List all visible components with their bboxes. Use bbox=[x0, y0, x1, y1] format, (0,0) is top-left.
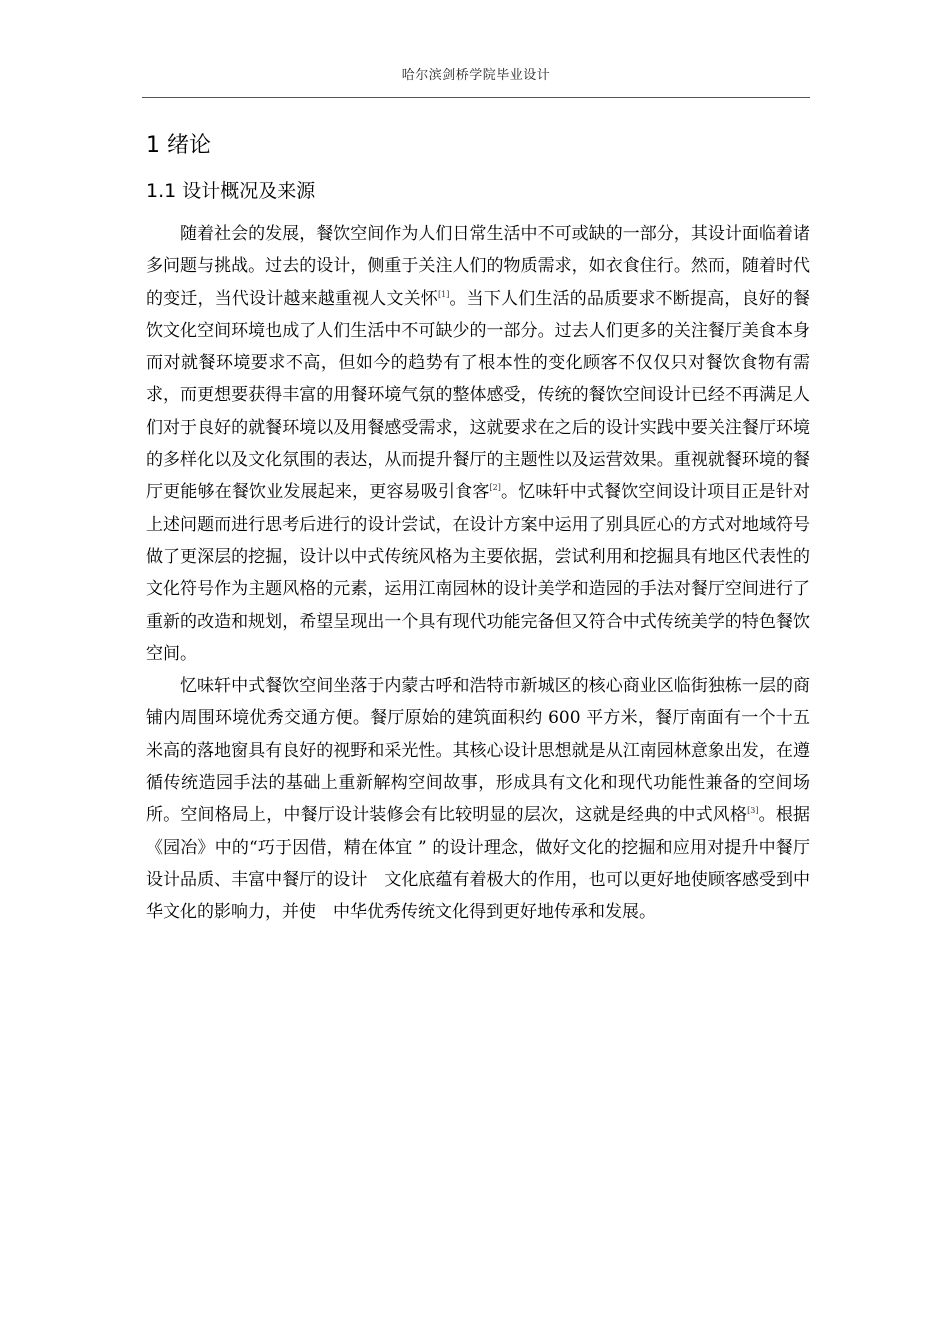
citation-ref-1: [1] bbox=[437, 289, 450, 299]
page-header: 哈尔滨剑桥学院毕业设计 bbox=[401, 68, 551, 83]
paragraph-2 bbox=[146, 670, 810, 928]
paragraph-1 bbox=[146, 218, 810, 670]
paragraph-2-part-b: 。根据《园冶》中的“巧于因借，精在体宜 ” 的设计理念，做好文化的挖掘和应用对提升中餐厅设计品质、丰富中餐厅的设计 文化底蕴有着极大的作用，也可以更好地使顾客感受到中华文化的影响力，并使 中华优秀传统文化得到更好地传承和发展。 bbox=[146, 805, 811, 923]
section-heading: 1.1 设计概况及来源 bbox=[146, 180, 316, 202]
header-divider bbox=[142, 97, 810, 98]
body-text bbox=[146, 218, 810, 929]
citation-ref-3: [3] bbox=[747, 806, 759, 816]
paragraph-1-part-a: 随着社会的发展，餐饮空间作为人们日常生活中不可或缺的一部分，其设计面临着诸多问题与挑战。过去的设计，侧重于关注人们的物质需求，如衣食住行。然而，随着时代的变迁，当代设计越来越重视人文关怀 bbox=[146, 224, 810, 309]
citation-ref-2: [2] bbox=[489, 483, 501, 493]
paragraph-1-part-c: 。忆味轩中式餐饮空间设计项目正是针对上述问题而进行思考后进行的设计尝试，在设计方案中运用了别具匠心的方式对地域符号做了更深层的挖掘，设计以中式传统风格为主要依据，尝试利用和挖掘具有地区代表性的文化符号作为主题风格的元素，运用江南园林的设计美学和造园的手法对餐厅空间进行了重新的改造和规划，希望呈现出一个具有现代功能完备但又符合中式传统美学的特色餐饮空间。 bbox=[146, 482, 811, 664]
paragraph-1-part-b: 。当下人们生活的品质要求不断提高，良好的餐饮文化空间环境也成了人们生活中不可缺少的一部分。过去人们更多的关注餐厅美食本身而对就餐环境要求不高，但如今的趋势有了根本性的变化顾客不仅仅只对餐饮食物有需求，而更想要获得丰富的用餐环境气氛的整体感受，传统的餐饮空间设计已经不再满足人们对于良好的就餐环境以及用餐感受需求，这就要求在之后的设计实践中要关注餐厅环境的多样化以及文化氛围的表达，从而提升餐厅的主题性以及运营效果。重视就餐环境的餐厅更能够在餐饮业发展起来，更容易吸引食客 bbox=[146, 288, 811, 503]
paragraph-2-part-a: 忆味轩中式餐饮空间坐落于内蒙古呼和浩特市新城区的核心商业区临街独栋一层的商铺内周围环境优秀交通方便。餐厅原始的建筑面积约 600 平方米，餐厅南面有一个十五米高的落地窗具有良好的视野和采光性。其核心设计思想就是从江南园林意象出发，在遵循传统造园手法的基础上重新解构空间故事，形成具有文化和现代功能性兼备的空间场所。空间格局上，中餐厅设计装修会有比较明显的层次，这就是经典的中式风格 bbox=[146, 676, 810, 826]
chapter-heading: 1 绪论 bbox=[146, 133, 211, 158]
